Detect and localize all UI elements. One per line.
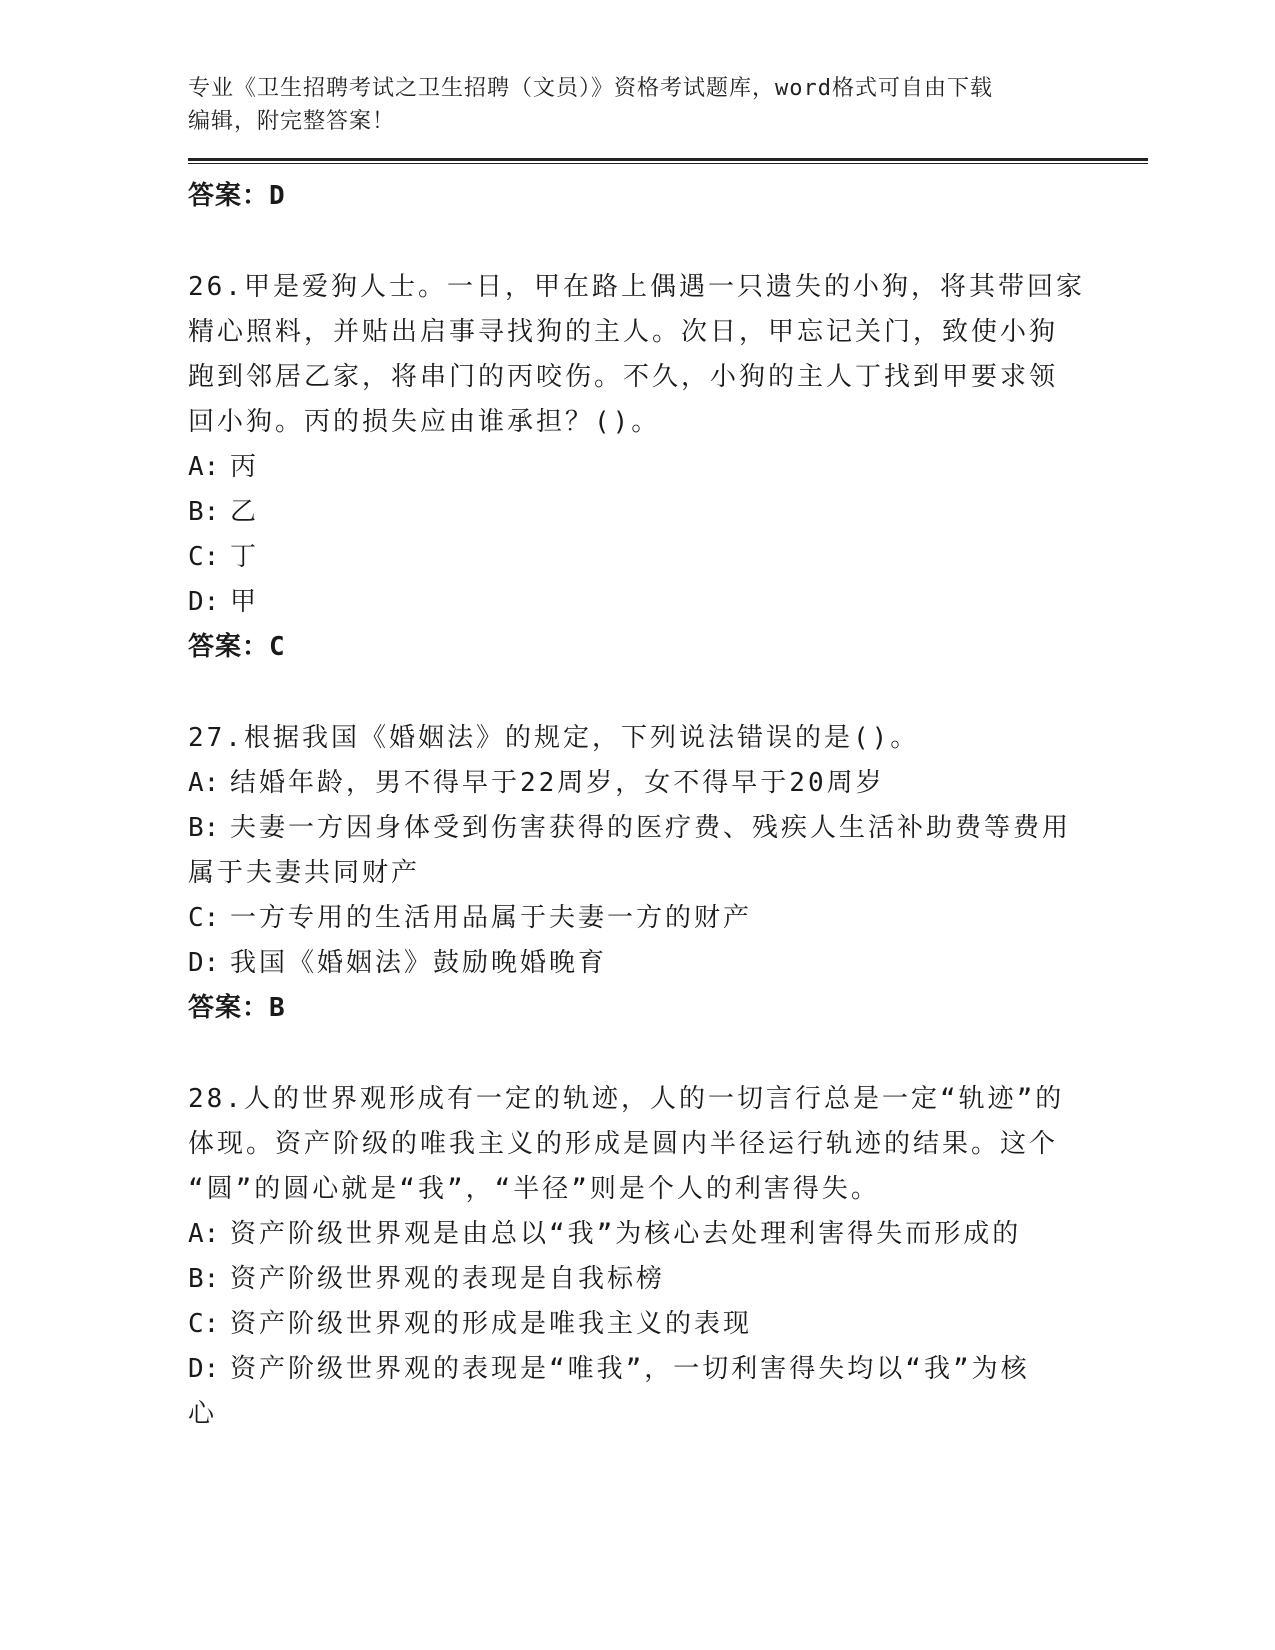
option-c xyxy=(188,1302,1148,1347)
answer-26: 答案：C xyxy=(188,632,286,662)
option-letter: B: xyxy=(188,1264,220,1294)
option-letter: A: xyxy=(188,1219,220,1249)
option-d xyxy=(188,1347,1148,1392)
question-text-line: 28.人的世界观形成有一定的轨迹，人的一切言行总是一定“轨迹”的 xyxy=(188,1084,1065,1114)
option-letter: C: xyxy=(188,1309,220,1339)
option-text: 丙 xyxy=(230,452,260,482)
question-26 xyxy=(188,265,1148,670)
question-text-line: 27.根据我国《婚姻法》的规定，下列说法错误的是()。 xyxy=(188,723,920,753)
option-text: 资产阶级世界观的表现是自我标榜 xyxy=(230,1264,666,1294)
header-line-1: 专业《卫生招聘考试之卫生招聘（文员）》资格考试题库，word格式可自由下载 xyxy=(188,76,993,101)
option-b xyxy=(188,806,1148,851)
answer-27: 答案：B xyxy=(188,993,286,1023)
question-text-line: 回小狗。丙的损失应由谁承担？()。 xyxy=(188,407,661,437)
option-text: 甲 xyxy=(230,587,260,617)
option-letter: C: xyxy=(188,903,220,933)
option-text: 丁 xyxy=(230,542,260,572)
option-letter: A: xyxy=(188,452,220,482)
question-text-line: “圆”的圆心就是“我”，“半径”则是个人的利害得失。 xyxy=(188,1174,880,1204)
option-c xyxy=(188,896,1148,941)
option-b xyxy=(188,490,1148,535)
option-a xyxy=(188,761,1148,806)
option-a xyxy=(188,1212,1148,1257)
option-text: 一方专用的生活用品属于夫妻一方的财产 xyxy=(230,903,753,933)
option-letter: A: xyxy=(188,768,220,798)
header-line-2: 编辑，附完整答案！ xyxy=(188,109,396,134)
option-text: 资产阶级世界观的表现是“唯我”，一切利害得失均以“我”为核 xyxy=(230,1354,1030,1384)
option-letter: D: xyxy=(188,587,220,617)
option-text: 我国《婚姻法》鼓励晚婚晚育 xyxy=(230,948,608,978)
option-letter: D: xyxy=(188,948,220,978)
question-text-line: 精心照料，并贴出启事寻找狗的主人。次日，甲忘记关门，致使小狗 xyxy=(188,317,1059,347)
header-divider xyxy=(188,158,1148,164)
question-text-line: 跑到邻居乙家，将串门的丙咬伤。不久，小狗的主人丁找到甲要求领 xyxy=(188,362,1059,392)
option-text: 乙 xyxy=(230,497,260,527)
document-page xyxy=(188,72,1148,1437)
option-letter: D: xyxy=(188,1354,220,1384)
option-text: 结婚年龄，男不得早于22周岁，女不得早于20周岁 xyxy=(230,768,885,798)
option-a xyxy=(188,445,1148,490)
option-text: 夫妻一方因身体受到伤害获得的医疗费、残疾人生活补助费等费用 xyxy=(230,813,1072,843)
option-d-continuation: 心 xyxy=(188,1399,218,1429)
option-c xyxy=(188,535,1148,580)
option-letter: B: xyxy=(188,813,220,843)
question-text-line: 体现。资产阶级的唯我主义的形成是圆内半径运行轨迹的结果。这个 xyxy=(188,1129,1059,1159)
option-d xyxy=(188,580,1148,625)
option-d xyxy=(188,941,1148,986)
question-28 xyxy=(188,1077,1148,1437)
option-text: 资产阶级世界观的形成是唯我主义的表现 xyxy=(230,1309,753,1339)
option-letter: B: xyxy=(188,497,220,527)
question-text-line: 26.甲是爱狗人士。一日，甲在路上偶遇一只遗失的小狗，将其带回家 xyxy=(188,272,1085,302)
option-text: 资产阶级世界观是由总以“我”为核心去处理利害得失而形成的 xyxy=(230,1219,1022,1249)
question-27 xyxy=(188,716,1148,1031)
answer-25: 答案：D xyxy=(188,181,286,211)
option-b-continuation: 属于夫妻共同财产 xyxy=(188,858,421,888)
option-b xyxy=(188,1257,1148,1302)
option-letter: C: xyxy=(188,542,220,572)
